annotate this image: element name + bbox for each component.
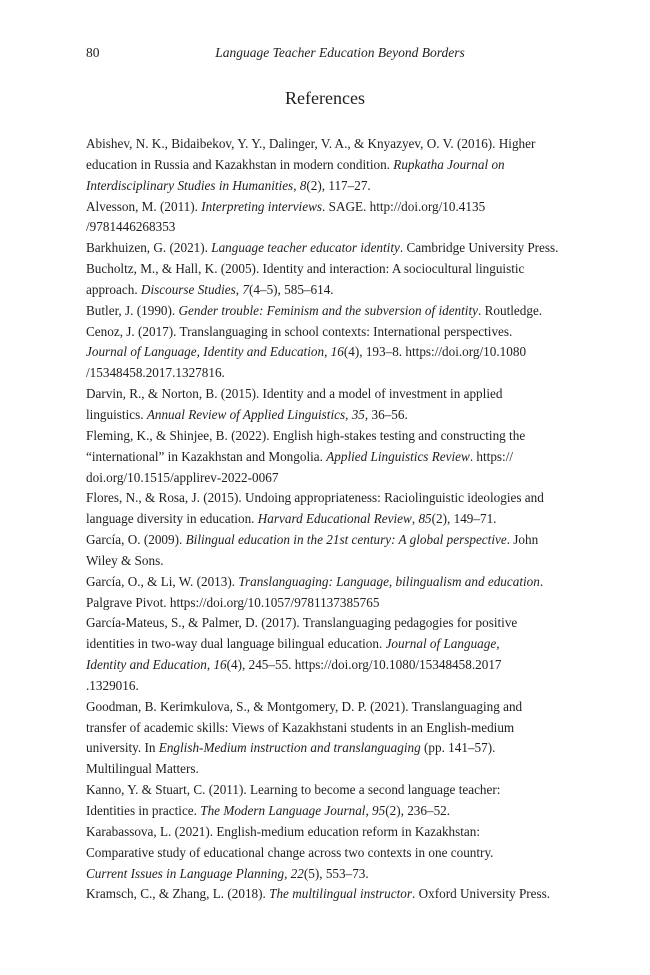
reference-text: García-Mateus, S., & Palmer, D. (2017). Translanguaging pedagogies for positive	[86, 615, 518, 631]
italic-text: Journal of Language, Identity and Education	[86, 344, 325, 360]
reference-line	[86, 259, 566, 280]
reference-text: ,	[365, 803, 373, 818]
reference-text: Goodman, B. Kerimkulova, S., & Montgomery, D. P. (2021). Translanguaging and	[86, 698, 523, 714]
reference-line	[86, 613, 566, 634]
reference-text: Butler, J. (1990).	[86, 302, 179, 318]
reference-text: García, O. (2009).	[86, 532, 186, 548]
reference-text: Cenoz, J. (2017). Translanguaging in school contexts: International perspectives.	[86, 323, 513, 339]
italic-text: Interdisciplinary Studies in Humanities	[86, 177, 294, 193]
reference-line	[86, 176, 566, 197]
reference-line	[86, 488, 566, 509]
reference-entry	[86, 426, 566, 489]
italic-text: Identity and Education	[86, 657, 207, 673]
reference-text: , 36–56.	[364, 406, 408, 422]
reference-line	[86, 238, 566, 259]
reference-line	[86, 301, 566, 322]
reference-text: ,	[411, 511, 419, 527]
reference-text: (4), 193–8. https://doi.org/10.1080	[343, 344, 527, 360]
reference-line	[86, 822, 566, 843]
reference-text: Karabassova, L. (2021). English-medium education reform in Kazakhstan:	[86, 823, 481, 839]
running-head: Language Teacher Education Beyond Borders	[215, 45, 465, 60]
reference-text: ,	[293, 177, 300, 193]
reference-text: Bucholtz, M., & Hall, K. (2005). Identity and interaction: A sociocultural linguistic	[86, 261, 525, 277]
italic-text: 85	[418, 511, 432, 527]
reference-text: Multilingual Matters.	[86, 761, 199, 777]
reference-text: Kramsch, C., & Zhang, L. (2018).	[86, 886, 270, 902]
reference-line	[86, 322, 566, 343]
reference-text: Kanno, Y. & Stuart, C. (2011). Learning to become a second language teacher:	[86, 782, 501, 798]
reference-text: (2), 117–27.	[306, 177, 371, 193]
reference-text: education in Russia and Kazakhstan in modern condition.	[86, 156, 394, 172]
reference-text: ,	[284, 865, 291, 881]
reference-entry	[86, 488, 566, 530]
section-title: References	[285, 88, 365, 108]
reference-text: Darvin, R., & Norton, B. (2015). Identity and a model of investment in applied	[86, 386, 503, 402]
reference-text: (pp. 141–57).	[420, 740, 496, 756]
reference-text: .1329016.	[86, 677, 139, 693]
reference-text: linguistics.	[86, 406, 147, 422]
italic-text: Interpreting interviews	[201, 198, 323, 214]
reference-line	[86, 155, 566, 176]
reference-text: . SAGE. http://doi.org/10.4135	[322, 198, 486, 214]
reference-text: . Oxford University Press.	[412, 886, 551, 902]
reference-text: Fleming, K., & Shinjee, B. (2022). English high-stakes testing and constructing the	[86, 427, 526, 443]
reference-line	[86, 197, 566, 218]
italic-text: 22	[290, 865, 304, 881]
reference-text: (5), 553–73.	[303, 865, 369, 881]
reference-text: ,	[235, 281, 243, 297]
italic-text: English-Medium instruction and translanguaging	[158, 740, 421, 756]
italic-text: Annual Review of Applied Linguistics	[146, 406, 346, 422]
reference-text: (2), 236–52.	[385, 803, 451, 818]
reference-text: “international” in Kazakhstan and Mongolia.	[86, 448, 327, 464]
reference-line	[86, 572, 566, 593]
reference-line	[86, 530, 566, 551]
reference-line	[86, 342, 566, 363]
reference-text: Wiley & Sons.	[86, 552, 164, 568]
reference-line	[86, 384, 566, 405]
reference-entry	[86, 238, 566, 259]
reference-text: approach.	[86, 281, 141, 297]
reference-text: García, O., & Li, W. (2013).	[86, 573, 239, 589]
reference-line	[86, 780, 566, 801]
reference-text: ,	[324, 344, 331, 360]
reference-line	[86, 738, 566, 759]
italic-text: Applied Linguistics Review	[326, 448, 470, 464]
reference-text: ,	[206, 657, 214, 673]
reference-text: university. In	[86, 740, 159, 756]
italic-text: 35	[351, 406, 365, 422]
reference-text: Flores, N., & Rosa, J. (2015). Undoing appropriateness: Raciolinguistic ideologies and	[86, 490, 544, 506]
italic-text: 16	[213, 657, 227, 673]
italic-text: Bilingual education in the 21st century: A global perspective	[185, 532, 507, 548]
reference-entry	[86, 822, 566, 885]
reference-line	[86, 655, 566, 676]
reference-list	[86, 134, 566, 905]
reference-line	[86, 280, 566, 301]
italic-text: 16	[330, 344, 344, 360]
reference-text: (4–5), 585–614.	[248, 281, 334, 297]
reference-text: Abishev, N. K., Bidaibekov, Y. Y., Dalinger, V. A., & Knyazyev, O. V. (2016). Higher	[86, 136, 536, 151]
reference-entry	[86, 780, 566, 822]
reference-text: . Cambridge University Press.	[399, 240, 559, 256]
reference-entry	[86, 884, 566, 905]
italic-text: Translanguaging: Language, bilingualism and education	[238, 573, 540, 589]
reference-line	[86, 447, 566, 468]
reference-text: /9781446268353	[86, 219, 176, 235]
reference-entry	[86, 134, 566, 197]
reference-line	[86, 551, 566, 572]
reference-line	[86, 509, 566, 530]
reference-text: /15348458.2017.1327816.	[86, 365, 225, 381]
reference-line	[86, 634, 566, 655]
reference-line	[86, 217, 566, 238]
reference-text: identities in two-way dual language bilingual education.	[86, 636, 386, 652]
italic-text: The multilingual instructor	[269, 886, 412, 902]
reference-line	[86, 884, 566, 905]
italic-text: 95	[372, 803, 386, 818]
italic-text: Current Issues in Language Planning	[86, 865, 285, 881]
reference-text: Comparative study of educational change across two contexts in one country.	[86, 844, 494, 860]
reference-text: (4), 245–55. https://doi.org/10.1080/15348458.2017	[226, 657, 502, 673]
reference-entry	[86, 530, 566, 572]
reference-line	[86, 426, 566, 447]
reference-text: Alvesson, M. (2011).	[86, 198, 202, 214]
reference-entry	[86, 613, 566, 696]
reference-text: Palgrave Pivot. https://doi.org/10.1057/9781137385765	[86, 594, 380, 610]
reference-text: language diversity in education.	[86, 511, 258, 527]
reference-text: Identities in practice.	[86, 803, 201, 818]
italic-text: 7	[242, 281, 249, 297]
reference-entry	[86, 322, 566, 385]
italic-text: The Modern Language Journal	[200, 803, 366, 818]
reference-line	[86, 864, 566, 885]
reference-text: Barkhuizen, G. (2021).	[86, 240, 212, 256]
italic-text: Rupkatha Journal on	[393, 156, 505, 172]
italic-text: Gender trouble: Feminism and the subversion of identity	[178, 302, 478, 318]
reference-text: . https://	[469, 448, 514, 464]
italic-text: Discourse Studies	[140, 281, 236, 297]
reference-line	[86, 697, 566, 718]
reference-line	[86, 759, 566, 780]
italic-text: 8	[299, 177, 307, 193]
italic-text: Journal of Language,	[385, 636, 500, 652]
reference-text: . John	[506, 532, 539, 548]
italic-text: Harvard Educational Review	[257, 511, 412, 527]
reference-line	[86, 843, 566, 864]
reference-text: .	[539, 573, 544, 589]
reference-line	[86, 134, 566, 155]
reference-text: transfer of academic skills: Views of Kazakhstani students in an English-medium	[86, 719, 515, 735]
reference-line	[86, 676, 566, 697]
reference-entry	[86, 384, 566, 426]
reference-line	[86, 593, 566, 614]
reference-line	[86, 405, 566, 426]
reference-entry	[86, 301, 566, 322]
reference-text: doi.org/10.1515/applirev-2022-0067	[86, 469, 279, 485]
italic-text: Language teacher educator identity	[211, 240, 400, 256]
reference-line	[86, 468, 566, 489]
reference-text: . Routledge.	[478, 302, 543, 318]
reference-entry	[86, 259, 566, 301]
reference-line	[86, 363, 566, 384]
reference-text: (2), 149–71.	[431, 511, 497, 527]
reference-line	[86, 801, 566, 822]
reference-entry	[86, 697, 566, 780]
reference-entry	[86, 197, 566, 239]
page-number: 80	[86, 45, 100, 60]
reference-entry	[86, 572, 566, 614]
reference-text: ,	[345, 406, 352, 422]
reference-line	[86, 718, 566, 739]
